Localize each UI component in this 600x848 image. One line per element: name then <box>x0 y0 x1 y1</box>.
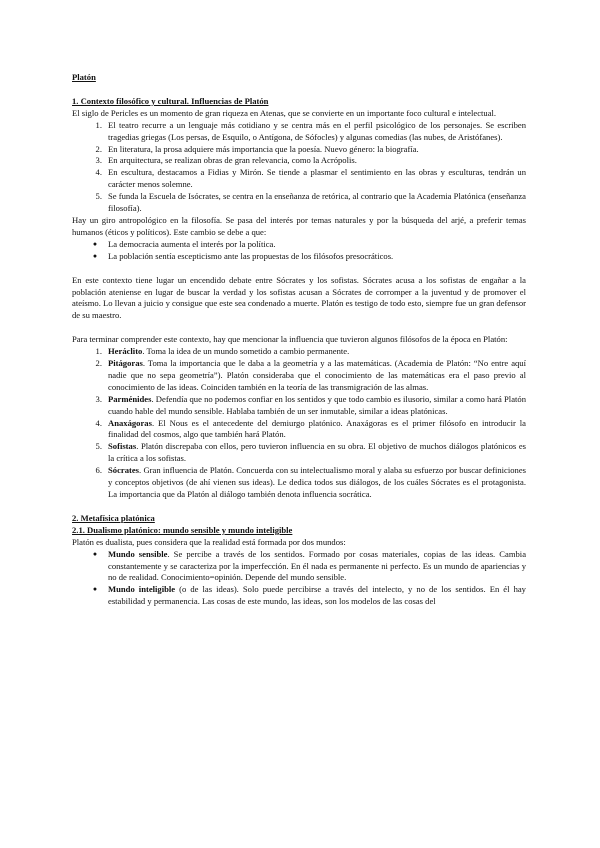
giro-paragraph: Hay un giro antropológico en la filosofía. Se pasa del interés por temas naturales y por la búsqueda del arjé, a preferir temas humanos (éticos y políticos). Este cambio se debe a que: <box>72 214 526 237</box>
list-item: ● Mundo sensible. Se percibe a través de los sentidos. Formado por cosas materiales, copias de las ideas. Cambia constantemente y se caracteriza por la imperfección. En él nada es permanente ni perfecto. Es un mundo de apariencias y no de realidad. Conocimiento=opinión. Depende del mundo sensible. <box>92 548 527 583</box>
list-item: 3. Parménides. Defendía que no podemos confiar en los sentidos y que todo cambio es ilusorio, similar a como hará Platón cuando hable del mundo sensible. Hablaba también de un ser inmutable, similar a ideas platónicas. <box>95 393 526 416</box>
section-2-heading: 2. Metafísica platónica <box>72 512 155 523</box>
context-paragraph: En este contexto tiene lugar un encendido debate entre Sócrates y los sofistas. Sócrates acusa a los sofistas de engañar a la población ateniense en lugar de buscar la verdad y los sofistas acusan a Sócrates de corromper a la juventud y de promover el ateísmo. Lo llevan a juicio y consigue que este sea condenado a muerte. Platón es testigo de todo esto, siempre fue un gran defensor de su maestro. <box>72 274 526 321</box>
list-item: 5. Sofistas. Platón discrepaba con ellos, pero tuvieron influencia en su obra. El objetivo de muchos diálogos platónicos es la crítica a los sofistas. <box>95 441 526 464</box>
document-title: Platón <box>72 72 96 82</box>
list-item: ● Mundo inteligible (o de las ideas). Solo puede percibirse a través del intelecto, y no de los sentidos. En él hay estabilidad y permanencia. Las cosas de este mundo, las ideas, son los modelos de las cosas del <box>92 584 526 607</box>
list-item: 1. Heráclito. Toma la idea de un mundo sometido a cambio permanente. <box>95 346 350 357</box>
influences-list <box>72 346 526 501</box>
list-item: ● La democracia aumenta el interés por la política. <box>92 238 276 249</box>
list-item: 5. Se funda la Escuela de Isócrates, se centra en la enseñanza de retórica, al contrario que la Academia Platónica (enseñanza filosofía). <box>95 191 526 214</box>
document-body <box>72 72 526 608</box>
list-item: 2. En literatura, la prosa adquiere más importancia que la poesía. Nuevo género: la biografía. <box>95 143 419 154</box>
culture-list <box>72 120 526 215</box>
worlds-list <box>72 549 526 609</box>
section-2-1-heading: 2.1. Dualismo platónico: mundo sensible y mundo inteligible <box>72 524 293 535</box>
section-2-intro: Platón es dualista, pues considera que la realidad está formada por dos mundos: <box>72 536 346 547</box>
list-item: ● La población sentía escepticismo ante las propuestas de los filósofos presocráticos. <box>92 250 394 261</box>
list-item: 2. Pitágoras. Toma la importancia que le daba a la geometría y a las matemáticas. (Academia de Platón: “No entre aquí nadie que no sepa geometría”). Platón consideraba que el conocimiento de las matemáticas era el paso previo al conocimiento de las ideas. Coinciden también en la teoría de las transmigración de las almas. <box>95 358 526 392</box>
list-item: 4. En escultura, destacamos a Fidias y Mirón. Se tiende a plasmar el sentimiento en las obras y esculturas, tendrán un carácter menos solemne. <box>95 167 526 190</box>
list-item: 1. El teatro recurre a un lenguaje más cotidiano y se centra más en el perfil psicológico de los personajes. Se escriben tragedias griegas (Los persas, de Esquilo, o Antígona, de Sófocles) y algunas comedias (las nubes, de Aristófanes). <box>95 119 526 142</box>
list-item: 3. En arquitectura, se realizan obras de gran relevancia, como la Acrópolis. <box>95 155 357 166</box>
list-item: 6. Sócrates. Gran influencia de Platón. Concuerda con su intelectualismo moral y alaba su esfuerzo por buscar definiciones y conceptos objetivos (de ahí vienen sus ideas). Le dedica todos sus diálogos, de los cuáles Sócrates es el protagonista. La importancia que da Platón al diálogo también denota influencia socrática. <box>95 465 526 499</box>
reasons-list <box>72 239 526 263</box>
section-1-intro: El siglo de Pericles es un momento de gran riqueza en Atenas, que se convierte en un importante foco cultural e intelectual. <box>72 107 497 118</box>
list-item: 4. Anaxágoras. El Nous es el antecedente del demiurgo platónico. Anaxágoras es el primer filósofo en introducir la finalidad del cosmos, algo que también hará Platón. <box>95 417 526 440</box>
section-1-heading: 1. Contexto filosófico y cultural. Influencias de Platón <box>72 95 269 106</box>
influences-intro: Para terminar comprender este contexto, hay que mencionar la influencia que tuvieron algunos filósofos de la época en Platón: <box>72 334 508 345</box>
